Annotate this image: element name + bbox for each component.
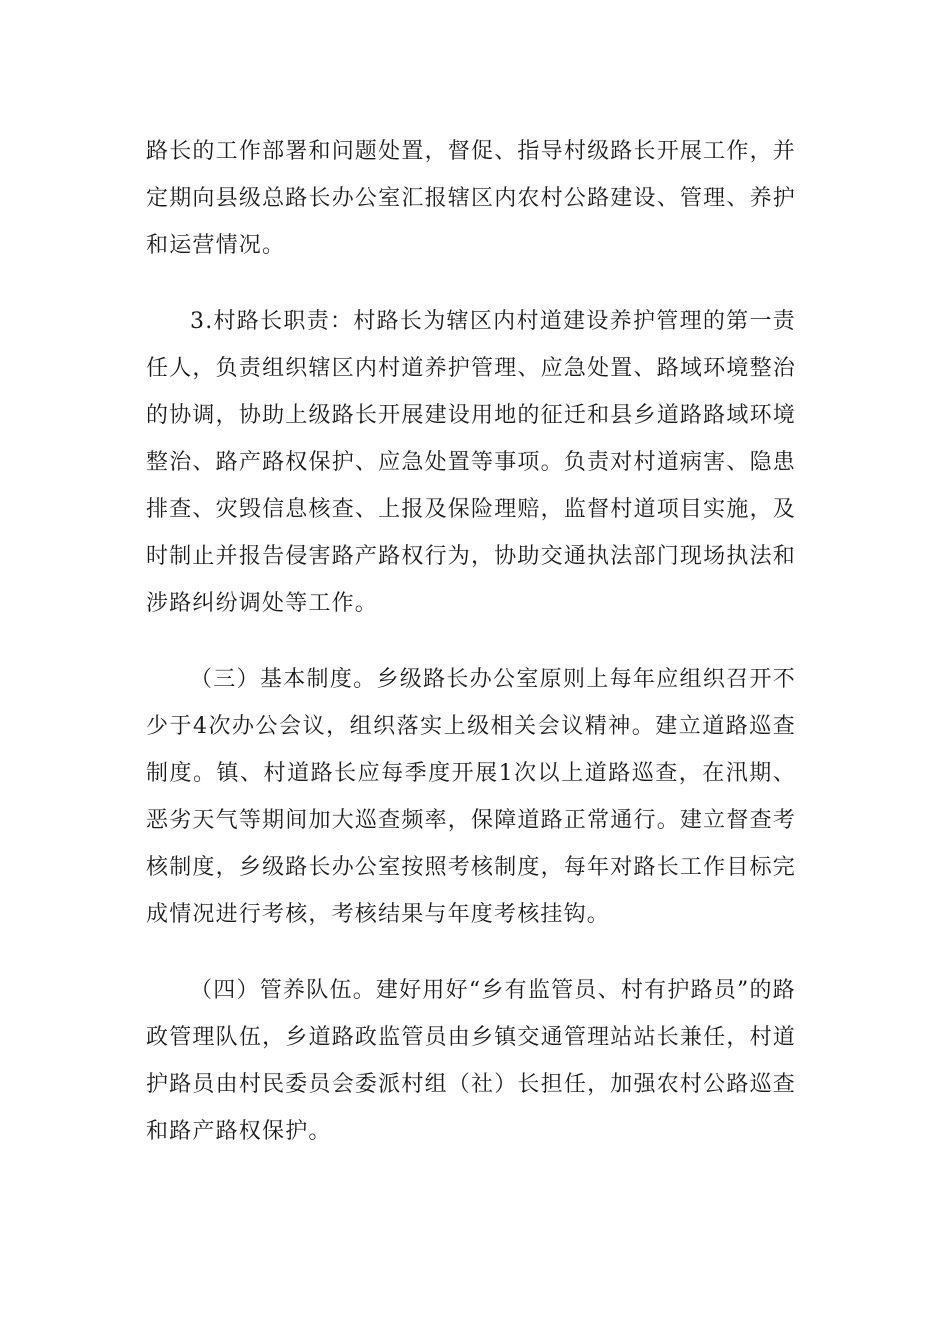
paragraph-spacer bbox=[146, 627, 796, 656]
document-body bbox=[146, 128, 796, 1155]
paragraph-continuation: 路长的工作部署和问题处置，督促、指导村级路长开展工作，并定期向县级总路长办公室汇报辖区内农村公路建设、管理、养护和运营情况。 bbox=[146, 139, 796, 258]
paragraph-village-road-chief-duties: 3.村路长职责：村路长为辖区内村道建设养护管理的第一责任人，负责组织辖区内村道养护管理、应急处置、路域环境整治的协调，协助上级路长开展建设用地的征迁和县乡道路路域环境整治、路产路权保护、应急处置等事项。负责对村道病害、隐患排查、灾毁信息核查、上报及保险理赔，监督村道项目实施，及时制止并报告侵害路产路权行为，协助交通执法部门现场执法和涉路纠纷调处等工作。 bbox=[146, 309, 796, 616]
paragraph-management-team: （四）管养队伍。建好用好“乡有监管员、村有护路员”的路政管理队伍，乡道路政监管员由乡镇交通管理站站长兼任，村道护路员由村民委员会委派村组（社）长担任，加强农村公路巡查和路产路权保护。 bbox=[146, 978, 796, 1144]
paragraph-spacer bbox=[146, 938, 796, 967]
paragraph-spacer bbox=[146, 269, 796, 298]
paragraph-basic-system: （三）基本制度。乡级路长办公室原则上每年应组织召开不少于4次办公会议，组织落实上级相关会议精神。建立道路巡查制度。镇、村道路长应每季度开展1次以上道路巡查，在汛期、恶劣天气等期间加大巡查频率，保障道路正常通行。建立督查考核制度，乡级路长办公室按照考核制度，每年对路长工作目标完成情况进行考核，考核结果与年度考核挂钩。 bbox=[146, 667, 796, 927]
